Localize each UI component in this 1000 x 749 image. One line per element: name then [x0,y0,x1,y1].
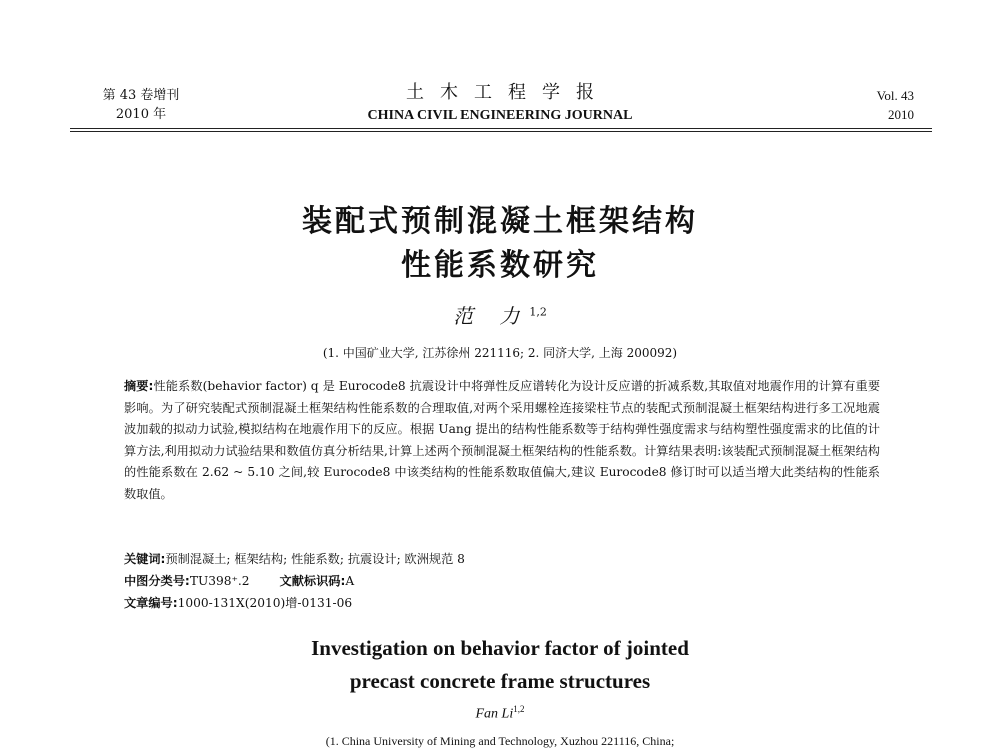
clc-label: 中图分类号: [124,574,190,588]
affiliation-en: (1. China University of Mining and Technology, Xuzhou 221116, China; [325,734,675,748]
title-cn-line1: 装配式预制混凝土框架结构 [302,204,698,239]
issue-year: 2010 年 [115,107,167,122]
keywords [124,549,824,569]
author-en [350,704,650,723]
clc-value: TU398⁺.2 [189,574,250,588]
journal-name-cn: 土木工程学报 [406,82,610,103]
abstract-cn [124,376,880,505]
article-number-value: 1000-131X(2010)增-0131-06 [177,596,353,610]
author-en-affil-mark: 1,2 [513,704,525,714]
author-en-name: Fan Li [475,706,514,722]
journal-name-en: CHINA CIVIL ENGINEERING JOURNAL [367,108,633,123]
article-number [124,593,824,613]
title-en-line1: Investigation on behavior factor of jointed [311,636,689,660]
journal-masthead [300,82,700,126]
article-number-label: 文章编号: [124,596,178,610]
author-cn [300,300,700,329]
title-en-line2: precast concrete frame structures [349,669,651,693]
classification [124,571,824,591]
issue-info [86,86,196,124]
article-title-en [150,632,850,698]
doc-code-label: 文献标识码: [279,574,346,588]
volume-info [834,86,914,124]
header-rule-top [70,128,932,129]
issue-volume: 第 43 卷增刊 [102,88,180,103]
header-rule-bottom [70,131,932,132]
affiliation-cn: (1. 中国矿业大学, 江苏徐州 221116; 2. 同济大学, 上海 200092) [322,346,678,360]
volume-number: Vol. 43 [876,88,914,103]
title-cn-line2: 性能系数研究 [401,248,599,283]
keywords-text: 预制混凝土; 框架结构; 性能系数; 抗震设计; 欧洲规范 8 [165,552,465,566]
keywords-label: 关键词: [124,552,166,566]
author-cn-name: 范 力 [453,304,530,328]
author-cn-affil-mark: 1,2 [529,305,547,319]
abstract-label: 摘要: [124,379,154,393]
volume-year: 2010 [888,107,914,122]
abstract-text: 性能系数(behavior factor) q 是 Eurocode8 抗震设计中将弹性反应谱转化为设计反应谱的折减系数,其取值对地震作用的计算有重要影响。为了研究装配式预制混凝土框架结构性能系数的合理取值,对两个采用螺栓连接梁柱节点的装配式预制混凝土框架结构进行多工况地震波加载的拟动力试验,模拟结构在地震作用下的反应。根据 Uang 提出的结构性能系数等于结构弹性强度需求与结构塑性强度需求的比值的计算方法,利用拟动力试验结果和数值仿真分析结果,计算上述两个预制混凝土框架结构的性能系数。计算结果表明:该装配式预制混凝土框架结构的性能系数在 2.62 ~ 5.10 之间,较 Eurocode8 中该类结构的性能系数取值偏大,建议 Eurocode8 修订时可以适当增大此类结构的性能系数取值。 [124,379,881,501]
article-title-cn [150,200,850,288]
doc-code-value: A [345,574,355,588]
